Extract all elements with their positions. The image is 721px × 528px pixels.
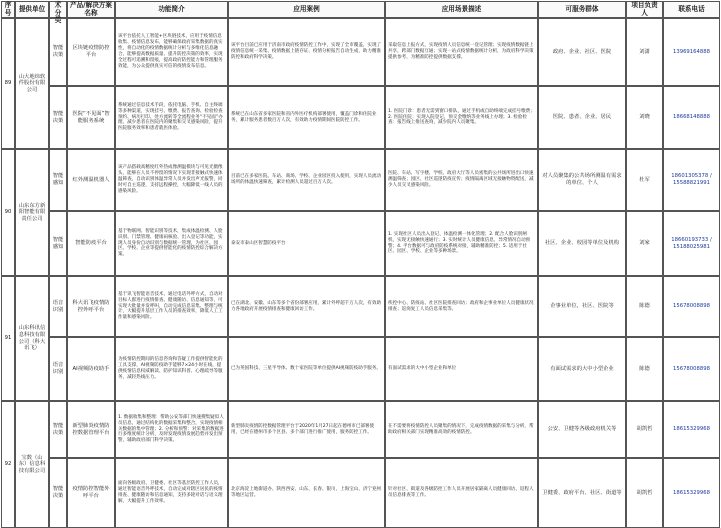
row-category <box>49 211 67 276</box>
row-seq <box>1 401 15 528</box>
row-unit <box>15 149 49 276</box>
row-product-name <box>67 149 115 211</box>
header-group-text: 可服务群体 <box>565 4 599 13</box>
row-person <box>626 276 663 337</box>
header-scene-text: 应用场景描述 <box>441 4 482 13</box>
row-product-name <box>67 18 115 86</box>
row-scene <box>385 276 538 337</box>
row-intro-text: 该产品搭载高精度红外热成像测温模块与可见光摄像头，能够在人员不停留的情况下实现非接触式快速体温筛查，自动识别体温异常人员并发出声光报警，同时可自主巡逻，支持远程操控，大幅降低一线人员的感染风险。 <box>118 165 223 194</box>
row-category <box>49 401 67 458</box>
header-product-name <box>67 1 115 18</box>
row-case <box>228 337 385 401</box>
row-scene <box>385 401 538 458</box>
row-group <box>538 211 626 276</box>
row-category <box>49 337 67 401</box>
row-group-text: 对人员聚集的公共场所测温有需求的单位、个人 <box>542 173 622 186</box>
row-person-text: 刘家 <box>639 240 650 247</box>
row-category-text: 智能决策 <box>52 45 64 58</box>
row-group <box>538 458 626 528</box>
row-person-text: 陈德 <box>639 365 650 372</box>
row-seq-text: 91 <box>4 335 12 342</box>
row-phone-text: 18660193733 / 15188025981 <box>671 236 712 250</box>
row-person <box>626 458 663 528</box>
row-scene-text: 1. 医院门诊：患者无需到窗口排队，通过手机或自助终端完成挂号缴费；2. 医院住院：实现入院登记、预交金缴纳等业务线上办理；3. 检验检查：报告线上推送查询，减少院内人员聚集。 <box>388 108 535 126</box>
row-seq <box>1 149 15 276</box>
row-person-text: 胡凯哲 <box>636 426 653 433</box>
row-category-text: 智能决策 <box>52 422 64 436</box>
row-case-text: 已在湖北、安徽、山东等多个省份部署应用，累计外呼超千万人次，有效助力各地政府开展疫情排查和健康回访工作。 <box>231 300 382 312</box>
header-person-text: 项目负责人 <box>631 0 658 17</box>
row-case <box>228 18 385 86</box>
row-phone <box>663 86 720 149</box>
row-person <box>626 86 663 149</box>
row-seq-text: 89 <box>4 80 12 87</box>
header-case <box>228 1 385 18</box>
header-group <box>538 1 626 18</box>
row-product-name <box>67 401 115 458</box>
row-person <box>626 401 663 458</box>
row-unit <box>15 401 49 528</box>
row-scene <box>385 18 538 86</box>
row-case <box>228 86 385 149</box>
row-group-text: 有面试需求的大中小型企业 <box>550 365 614 372</box>
row-intro-text: 系统通过信息技术手段，依托电脑、手机、自主终端等多种渠道，实现挂号、缴费、报告查询、检验检查预约、病历打印、处方流转等全流程业务“不见面”办理，减少患者在医院内的聚集和交叉感染风险，提升医院服务效率和患者就医体验。 <box>118 102 223 132</box>
row-intro <box>115 401 228 458</box>
row-category <box>49 18 67 86</box>
row-scene-text: 针对社区、街道及各级防控工作人员开展居家隔离人员健康回访、返程人员信息排查等工作。 <box>388 487 534 498</box>
row-group <box>538 149 626 211</box>
row-person <box>626 149 663 211</box>
row-intro-text: 面向各级政府、卫健委、社区等基层防控工作人员，通过智能语音外呼技术，自动完成对辖区居民的疫情排查、健康随访和信息通知，支持多轮对话与语义理解，大幅提升工作效率。 <box>118 481 223 504</box>
row-intro <box>115 211 228 276</box>
row-group <box>538 401 626 458</box>
row-person <box>626 337 663 401</box>
row-product-name <box>67 337 115 401</box>
row-phone <box>663 149 720 211</box>
row-category <box>49 86 67 149</box>
row-case <box>228 211 385 276</box>
row-unit <box>15 276 49 401</box>
row-unit <box>15 18 49 149</box>
row-category-text: 智能感知 <box>52 173 64 186</box>
row-group-text: 卫健委、政府平台、社区、街道等 <box>542 489 622 496</box>
row-scene-text: 在不需要将疫情防控人员聚集的情况下，完成疫情数据的采集与分析，帮助政府相关部门实现精准高效的疫情防控。 <box>388 423 534 435</box>
row-case <box>228 401 385 458</box>
row-unit-text: 山东东方新阳智能有限责任公司 <box>18 202 46 222</box>
row-intro <box>115 86 228 149</box>
row-product-name-text: 科大讯飞疫情防控外呼平台 <box>72 299 110 313</box>
row-category-text: 智能决策 <box>52 110 64 124</box>
row-case <box>228 458 385 528</box>
row-scene-text: 1. 实现社区人员出入登记、体温检测一体化管理；2. 配合人脸识别闸机，实现无接触快速通行；3. 实时统计人员健康信息，异常情况自动预警；4. 平台数据可与政府防疫系统对接，辅助精准防控；5. 适用于社区、园区、学校、企业等多种场景。 <box>388 231 531 255</box>
row-product-name-text: 疫情防控智能外呼平台 <box>72 486 110 499</box>
row-case-text: 已为英国科技、三星半导体、数十家医院等单位提供AI视频防疫助手服务。 <box>231 366 381 372</box>
row-scene <box>385 337 538 401</box>
row-person-text: 刘潇 <box>639 48 650 55</box>
row-phone-text: 15678008898 <box>672 365 711 372</box>
row-category <box>49 276 67 337</box>
row-phone-text: 18601305378 / 15588821991 <box>671 173 712 186</box>
row-phone <box>663 18 720 86</box>
row-product-name <box>67 276 115 337</box>
header-seq-text: 序号 <box>4 0 12 17</box>
row-category-text: 语音识别 <box>52 299 64 313</box>
row-person <box>626 211 663 276</box>
row-case-text: 该平台目前已应用于济南市政府疫情防控工作中，实现了全市覆盖，实现了疫情信息统一采集、疫情数据上链存证、疫情分析报告自动生成，助力精准防控和政府科学决策。 <box>231 43 382 60</box>
row-scene-text: 医院、车站、写字楼、学校、政府大厅等人员密集的公共场所进出口快速测温筛查；园区、社区巡逻防疫宣传；疫情隔离区域无接触物资配送，减少人员交叉感染风险。 <box>388 171 534 188</box>
header-seq <box>1 1 15 18</box>
row-intro <box>115 458 228 528</box>
row-person-text: 刘晓 <box>639 114 650 121</box>
row-case <box>228 149 385 211</box>
row-phone <box>663 458 720 528</box>
row-group-text: 医院、患者、企业、居民 <box>552 114 612 121</box>
row-case-text: 北京海淀上地街道办、陕西西安、山东、长春、银川、上海宝山、济宁兖州等地区运营。 <box>231 487 382 498</box>
header-case-text: 应用案例 <box>293 4 320 13</box>
row-person-text: 杜军 <box>639 176 650 183</box>
row-person-text: 胡凯哲 <box>636 489 653 496</box>
row-intro <box>115 276 228 337</box>
row-product-name <box>67 86 115 149</box>
row-case-text: 泰安市泰山区智慧防疫平台 <box>231 240 286 246</box>
row-person <box>626 18 663 86</box>
row-seq-text: 90 <box>4 209 12 216</box>
header-phone-text: 联系电话 <box>678 4 705 13</box>
header-intro-text: 功能简介 <box>158 4 185 13</box>
row-scene <box>385 149 538 211</box>
row-scene <box>385 86 538 149</box>
row-intro-text: 基于物联网、智能识别等技术，集成体温检测、人脸识别、门禁管理、健康码核验、出入登记等功能，实现人员身份自动识别与数据统一管理，为社区、园区、学校、企业等提供智能化的疫情防控综合解决方案。 <box>118 228 223 258</box>
row-unit-text: 宝数（山东）信息科技有限公司 <box>18 454 46 474</box>
row-case <box>228 276 385 337</box>
row-category-text: 语音识别 <box>52 362 64 375</box>
row-scene-text: 采取信息上报方式，实现疫情人员信息统一登记管理；实现疫情数据链上共享，跨部门数据互通；实现一站式疫情数据统计分析，为政府科学决策提供参考，为精准防控提供数据支撑。 <box>388 43 534 60</box>
row-person-text: 陈德 <box>639 303 650 310</box>
row-seq <box>1 276 15 401</box>
row-product-name-text: 新型肺炎疫情防控数据管理平台 <box>72 422 110 436</box>
header-category <box>49 0 67 25</box>
row-group-text: 公安、卫健等各级政府机关等 <box>547 426 617 433</box>
epidemic-solutions-table <box>1 0 720 504</box>
row-intro <box>115 18 228 86</box>
row-phone <box>663 337 720 401</box>
row-intro-text: 为疫情防控期间的信息咨询和答疑工作提供智能化的工具支撑，AI视频防疫助手能够7×24小时在线，提供疫情信息权威解读、防护知识科普、心理疏导等服务，减轻热线压力。 <box>118 357 223 380</box>
row-scene <box>385 211 538 276</box>
row-intro-text: 基于讯飞智能语音技术，通过电话外呼方式，自动对目标人群进行疫情排查、健康随访、信息通知等，可实现大批量并发呼叫，自动完成信息采集、整理与统计，大幅提升基层工作人员的排查效率，降低人工工作量和感染风险。 <box>118 291 223 321</box>
row-scene-text: 有面试需求的大中小型企业和单位 <box>388 366 457 372</box>
row-category-text: 智能决策 <box>52 486 64 499</box>
row-product-name-text: 智能防疫平台 <box>75 240 107 247</box>
header-intro <box>115 1 228 18</box>
row-unit-text: 山东科讯信息科技有限公司（科大讯飞） <box>18 325 46 352</box>
row-phone <box>663 401 720 458</box>
row-phone <box>663 276 720 337</box>
row-seq-text: 92 <box>4 461 12 468</box>
row-category <box>49 458 67 528</box>
row-phone-text: 13969164888 <box>672 48 711 55</box>
row-category-text: 智能感知 <box>52 236 64 250</box>
row-intro-text: 该平台依托人工智能+区块链技术，应用于疫情信息收集、疫情信息发布，能够确保政府采集数据的真实性，将自动化的疫情数据统计分析与多维化信息融合，能够提高数据质量、提升防控决策的效率，实现全过程可追溯和留痕，提高政府防控能力和管理服务效能，为公众提供真实可信的疫情发布信息。 <box>118 34 223 69</box>
row-phone-text: 18615329968 <box>672 489 711 496</box>
row-case-text: 新型肺炎疫情防控数据管理平台于2020年1月27日起在德州市已部署使用，已经在德州市多个区县、多个部门进行推广使用，服务防控工作。 <box>231 423 375 435</box>
row-case-text: 系统已在山东省多家医院和省内外医疗机构部署使用，覆盖门诊和住院业务，累计服务患者数百万人次，有效助力疫情期间医院防控工作。 <box>231 111 377 123</box>
row-product-name-text: 医院“不见面”智能服务系统 <box>72 110 110 124</box>
row-intro <box>115 337 228 401</box>
row-seq <box>1 18 15 149</box>
row-group-text: 企事业单位，社区、医院等 <box>550 303 614 310</box>
header-unit-text: 提供单位 <box>18 4 46 13</box>
row-intro-text: 1. 数据收集和整理：帮助公安等部门快速搜集疑似人员信息，通过结构化的数据采集和整合，实现疫情相关数据的集中管理；2. 分析和预警：对采集的数据进行多维度统计分析，及时发现疫情发展趋势并发出预警，辅助政府部门科学决策。 <box>118 414 224 444</box>
row-product-name-text: 区块链疫情防控平台 <box>72 45 110 58</box>
row-group-text: 政府、企业、社区、医院 <box>552 48 612 55</box>
header-phone <box>663 1 720 18</box>
row-unit-text: 山大地纬软件股份有限公司 <box>18 73 46 93</box>
header-scene <box>385 1 538 18</box>
row-product-name <box>67 211 115 276</box>
row-group <box>538 337 626 401</box>
row-phone-text: 15678008898 <box>672 303 711 310</box>
row-case-text: 目前已在多家医院、车站、商场、学校、企业园区投入使用，实现人员流动场所的体温快速筛查，累计检测人员超过百万人次。 <box>231 174 382 185</box>
row-scene <box>385 458 538 528</box>
row-scene-text: 疾控中心、防疫站、社区医院排查回访；政府和企事业单位人员健康状况排查；返岗复工人员信息采集等。 <box>388 300 534 312</box>
row-phone-text: 18668148888 <box>672 114 711 121</box>
row-group-text: 社区、企业、校园等单位及机构 <box>544 240 620 247</box>
header-unit <box>15 1 49 18</box>
row-group <box>538 86 626 149</box>
row-product-name <box>67 458 115 528</box>
row-group <box>538 276 626 337</box>
row-intro <box>115 149 228 211</box>
row-phone <box>663 211 720 276</box>
header-product-name-text: 产品/解决方案名称 <box>70 0 112 17</box>
header-category-text: 术分类 <box>54 0 62 25</box>
header-person <box>626 1 663 18</box>
row-phone-text: 18615329968 <box>672 426 711 433</box>
row-group <box>538 18 626 86</box>
row-product-name-text: AI视频防疫助手 <box>72 365 110 372</box>
row-category <box>49 149 67 211</box>
row-product-name-text: 红外测温机器人 <box>72 176 110 183</box>
